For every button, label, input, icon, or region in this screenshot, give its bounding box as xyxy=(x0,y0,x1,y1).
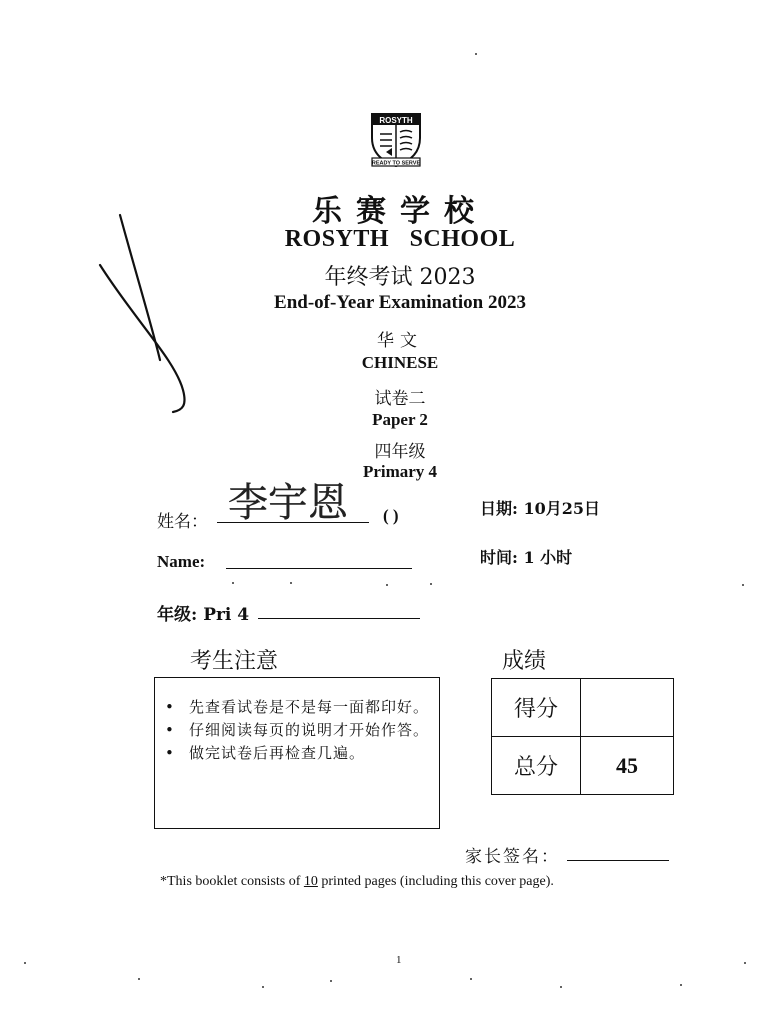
school-name-en: ROSYTH SCHOOL xyxy=(284,226,516,252)
scan-speck xyxy=(560,986,562,988)
bullet-icon: • xyxy=(165,744,175,762)
total-value: 45 xyxy=(581,737,674,795)
crest-motto: READY TO SERVE xyxy=(371,160,421,167)
paper-en: Paper 2 xyxy=(372,410,428,429)
scan-speck xyxy=(744,962,746,964)
notice-list xyxy=(165,696,429,765)
scan-speck xyxy=(430,583,432,585)
notice-item-text: 做完试卷后再检查几遍。 xyxy=(189,744,366,762)
booklet-note-prefix: *This booklet consists of xyxy=(160,874,304,889)
total-label: 总分 xyxy=(492,737,581,795)
handwritten-name-text: 李宇恩 xyxy=(228,480,348,524)
level-zh: 四年级 xyxy=(374,442,426,462)
booklet-note xyxy=(160,874,554,890)
name-en-line xyxy=(226,568,412,569)
scan-speck xyxy=(330,980,332,982)
scan-speck xyxy=(680,984,682,986)
scan-speck xyxy=(386,584,388,586)
score-value-field[interactable] xyxy=(581,679,674,737)
name-zh-label: 姓名： xyxy=(157,512,208,532)
level-en: Primary 4 xyxy=(362,462,438,481)
table-row xyxy=(492,679,674,737)
crest-text: ROSYTH xyxy=(379,116,413,125)
bullet-icon: • xyxy=(165,721,175,739)
scan-speck xyxy=(290,582,292,584)
booklet-page-count: 10 xyxy=(303,874,318,889)
notice-item-text: 仔细阅读每页的说明才开始作答。 xyxy=(189,721,430,739)
school-crest-icon xyxy=(368,108,424,168)
handwritten-name xyxy=(224,472,354,524)
score-table xyxy=(491,678,674,795)
table-row xyxy=(492,737,674,795)
parent-signature-label: 家长签名： xyxy=(465,847,560,867)
subject-zh: 华文 xyxy=(377,331,423,351)
grade-line xyxy=(258,618,420,619)
exam-duration: 时间: 1 小时 xyxy=(480,548,573,567)
notice-item-text: 先查看试卷是不是每一面都印好。 xyxy=(189,698,430,716)
notice-item xyxy=(165,719,429,742)
scan-speck xyxy=(470,978,472,980)
name-en-label: Name: xyxy=(157,552,206,571)
exam-title-en: End-of-Year Examination 2023 xyxy=(274,292,526,313)
booklet-note-suffix: printed pages (including this cover page). xyxy=(317,874,554,889)
notice-item xyxy=(165,742,429,765)
handwritten-mark-icon xyxy=(95,210,195,420)
scan-speck xyxy=(475,53,477,55)
exam-date: 日期: 10月25日 xyxy=(480,499,601,518)
index-number-field[interactable]: ( ) xyxy=(383,506,399,525)
scan-speck xyxy=(262,986,264,988)
exam-title-zh: 年终考试 2023 xyxy=(324,265,476,290)
scan-speck xyxy=(232,582,234,584)
school-name-zh: 乐赛学校 xyxy=(312,194,488,229)
scan-speck xyxy=(138,978,140,980)
bullet-icon: • xyxy=(165,698,175,716)
scan-speck xyxy=(24,962,26,964)
grade-label: 年级: Pri 4 xyxy=(157,605,250,625)
notice-box xyxy=(154,677,440,829)
scan-speck xyxy=(742,584,744,586)
notice-title: 考生注意 xyxy=(190,649,279,674)
page-number: 1 xyxy=(396,954,402,966)
paper-zh: 试卷二 xyxy=(374,389,426,409)
score-label: 得分 xyxy=(492,679,581,737)
subject-en: CHINESE xyxy=(361,353,439,372)
score-title: 成绩 xyxy=(502,649,547,674)
notice-item xyxy=(165,696,429,719)
parent-signature-line[interactable] xyxy=(567,860,669,861)
